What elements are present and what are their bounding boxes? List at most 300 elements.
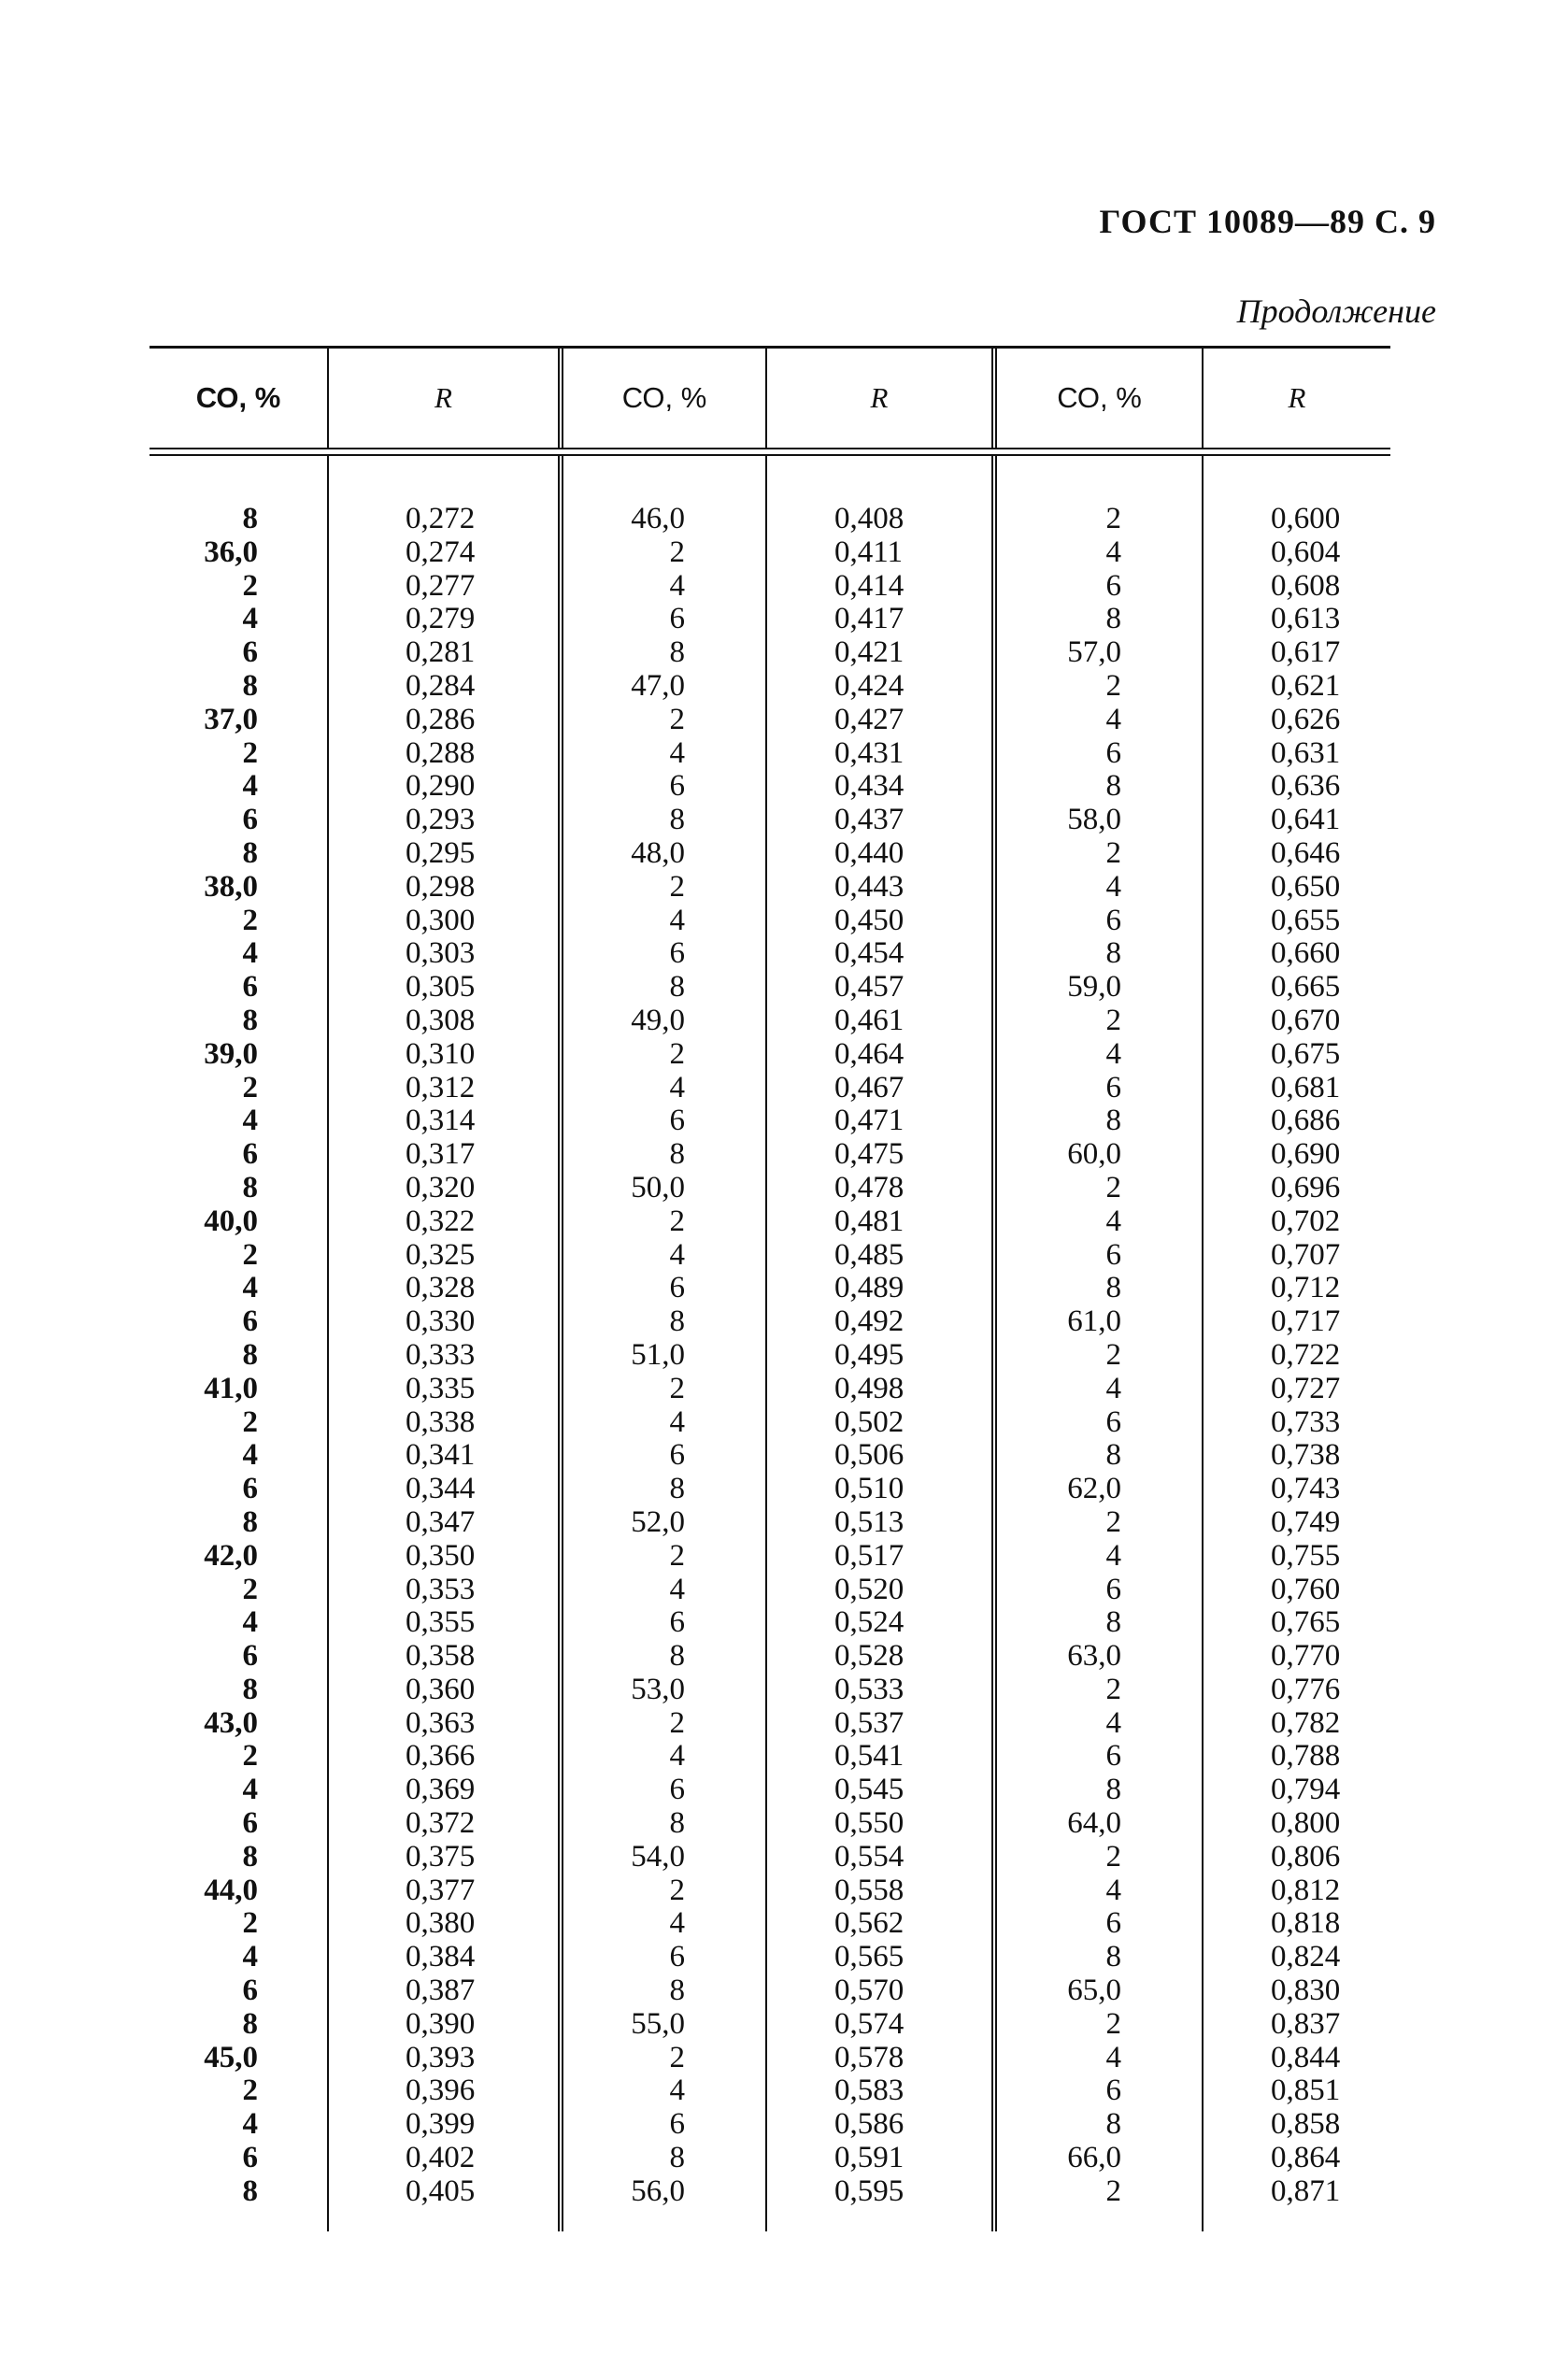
r-value-cell: 0,586 bbox=[834, 2107, 905, 2142]
co-value-cell: 2 bbox=[242, 1739, 258, 1774]
data-table bbox=[150, 346, 1390, 2231]
r-value-cell: 0,434 bbox=[834, 769, 905, 804]
r-value-cell: 0,722 bbox=[1271, 1337, 1341, 1372]
co-value-cell: 8 bbox=[242, 2006, 258, 2041]
r-value-cell: 0,467 bbox=[834, 1070, 905, 1104]
r-value-cell: 0,481 bbox=[834, 1204, 905, 1238]
r-value-cell: 0,782 bbox=[1271, 1705, 1341, 1740]
r-value-cell: 0,604 bbox=[1271, 534, 1341, 569]
co-value-cell: 62,0 bbox=[1067, 1472, 1121, 1506]
r-value-cell: 0,417 bbox=[834, 602, 905, 636]
r-value-cell: 0,328 bbox=[406, 1271, 476, 1305]
co-value-cell: 2 bbox=[1105, 835, 1121, 870]
r-value-cell: 0,760 bbox=[1271, 1572, 1341, 1606]
co-value-cell: 2 bbox=[242, 1572, 258, 1606]
r-value-cell: 0,427 bbox=[834, 702, 905, 736]
co-value-cell: 2 bbox=[1105, 2006, 1121, 2041]
r-value-cell: 0,707 bbox=[1271, 1237, 1341, 1272]
co-value-cell: 8 bbox=[1105, 769, 1121, 804]
r-value-cell: 0,402 bbox=[406, 2141, 476, 2175]
r-value-cell: 0,363 bbox=[406, 1705, 476, 1740]
r-value-cell: 0,570 bbox=[834, 1974, 905, 2008]
co-value-cell: 2 bbox=[669, 1538, 685, 1573]
header-co-3: СО, % bbox=[991, 349, 1202, 448]
page-header: ГОСТ 10089—89 С. 9 bbox=[1099, 203, 1436, 240]
co-value-cell: 49,0 bbox=[631, 1003, 685, 1037]
r-value-cell: 0,421 bbox=[834, 635, 905, 670]
co-value-cell: 8 bbox=[669, 1639, 685, 1674]
r-value-cell: 0,322 bbox=[406, 1204, 476, 1238]
r-value-cell: 0,440 bbox=[834, 835, 905, 870]
r-value-cell: 0,864 bbox=[1271, 2141, 1341, 2175]
co-value-cell: 6 bbox=[1105, 568, 1121, 603]
r-value-cell: 0,533 bbox=[834, 1672, 905, 1706]
co-value-cell: 6 bbox=[669, 1104, 685, 1138]
r-value-cell: 0,871 bbox=[1271, 2173, 1341, 2208]
co-value-cell: 39,0 bbox=[204, 1036, 258, 1071]
co-value-cell: 8 bbox=[1105, 602, 1121, 636]
r-value-cell: 0,341 bbox=[406, 1438, 476, 1473]
co-value-cell: 4 bbox=[242, 1940, 258, 1974]
r-value-cell: 0,411 bbox=[834, 534, 904, 569]
r-value-cell: 0,489 bbox=[834, 1271, 905, 1305]
co-value-cell: 6 bbox=[1105, 903, 1121, 937]
co-value-cell: 48,0 bbox=[631, 835, 685, 870]
co-value-cell: 41,0 bbox=[204, 1371, 258, 1405]
co-value-cell: 4 bbox=[1105, 702, 1121, 736]
co-value-cell: 2 bbox=[1105, 668, 1121, 703]
co-value-cell: 2 bbox=[669, 534, 685, 569]
co-value-cell: 2 bbox=[1105, 1504, 1121, 1539]
r-value-cell: 0,631 bbox=[1271, 735, 1341, 770]
r-value-cell: 0,641 bbox=[1271, 803, 1341, 837]
co-value-cell: 44,0 bbox=[204, 1873, 258, 1907]
co-value-cell: 6 bbox=[242, 1304, 258, 1339]
r-value-cell: 0,344 bbox=[406, 1472, 476, 1506]
r-value-cell: 0,405 bbox=[406, 2173, 476, 2208]
r-value-cell: 0,312 bbox=[406, 1070, 476, 1104]
co-value-cell: 2 bbox=[242, 1237, 258, 1272]
co-value-cell: 8 bbox=[1105, 1940, 1121, 1974]
r-value-cell: 0,702 bbox=[1271, 1204, 1341, 1238]
r-value-cell: 0,325 bbox=[406, 1237, 476, 1272]
header-co-2: СО, % bbox=[558, 349, 765, 448]
r-value-cell: 0,650 bbox=[1271, 869, 1341, 904]
r-value-cell: 0,545 bbox=[834, 1773, 905, 1807]
co-value-cell: 2 bbox=[1105, 1672, 1121, 1706]
co-value-cell: 8 bbox=[669, 1974, 685, 2008]
r-value-cell: 0,743 bbox=[1271, 1472, 1341, 1506]
co-value-cell: 6 bbox=[242, 1639, 258, 1674]
table-header-rule bbox=[150, 448, 1390, 456]
r-value-cell: 0,600 bbox=[1271, 502, 1341, 535]
r-value-cell: 0,851 bbox=[1271, 2074, 1341, 2108]
co-value-cell: 6 bbox=[1105, 1070, 1121, 1104]
co-value-cell: 2 bbox=[1105, 1337, 1121, 1372]
r-value-cell: 0,621 bbox=[1271, 668, 1341, 703]
r-value-cell: 0,595 bbox=[834, 2173, 905, 2208]
co-value-cell: 6 bbox=[242, 1137, 258, 1172]
co-value-cell: 2 bbox=[669, 1036, 685, 1071]
co-value-cell: 6 bbox=[669, 1438, 685, 1473]
co-value-cell: 8 bbox=[669, 635, 685, 670]
co-value-cell: 4 bbox=[1105, 1204, 1121, 1238]
r-value-cell: 0,565 bbox=[834, 1940, 905, 1974]
co-value-cell: 6 bbox=[1105, 2074, 1121, 2108]
co-value-cell: 36,0 bbox=[204, 534, 258, 569]
r-value-cell: 0,396 bbox=[406, 2074, 476, 2108]
header-r-1: R bbox=[327, 349, 558, 448]
r-value-cell: 0,338 bbox=[406, 1404, 476, 1439]
co-value-cell: 6 bbox=[242, 2141, 258, 2175]
co-value-cell: 6 bbox=[1105, 1404, 1121, 1439]
r-value-cell: 0,655 bbox=[1271, 903, 1341, 937]
co-value-cell: 6 bbox=[1105, 735, 1121, 770]
r-value-cell: 0,583 bbox=[834, 2074, 905, 2108]
header-r-2: R bbox=[765, 349, 991, 448]
co-value-cell: 38,0 bbox=[204, 869, 258, 904]
co-value-cell: 6 bbox=[242, 970, 258, 1005]
r-value-cell: 0,800 bbox=[1271, 1806, 1341, 1841]
co-value-cell: 4 bbox=[1105, 1705, 1121, 1740]
r-value-cell: 0,717 bbox=[1271, 1304, 1341, 1339]
co-value-cell: 37,0 bbox=[204, 702, 258, 736]
co-value-cell: 8 bbox=[1105, 1605, 1121, 1640]
co-value-cell: 6 bbox=[1105, 1237, 1121, 1272]
r-value-cell: 0,806 bbox=[1271, 1839, 1341, 1874]
co-value-cell: 8 bbox=[1105, 1773, 1121, 1807]
co-value-cell: 52,0 bbox=[631, 1504, 685, 1539]
r-value-cell: 0,670 bbox=[1271, 1003, 1341, 1037]
co-value-cell: 4 bbox=[669, 2074, 685, 2108]
co-value-cell: 8 bbox=[242, 1003, 258, 1037]
co-value-cell: 8 bbox=[242, 1839, 258, 1874]
co-value-cell: 4 bbox=[242, 1773, 258, 1807]
co-value-cell: 2 bbox=[669, 702, 685, 736]
co-value-cell: 61,0 bbox=[1067, 1304, 1121, 1339]
co-value-cell: 2 bbox=[242, 1906, 258, 1941]
r-value-cell: 0,414 bbox=[834, 568, 905, 603]
co-value-cell: 65,0 bbox=[1067, 1974, 1121, 2008]
r-value-cell: 0,830 bbox=[1271, 1974, 1341, 2008]
r-value-cell: 0,608 bbox=[1271, 568, 1341, 603]
co-value-cell: 4 bbox=[242, 1104, 258, 1138]
co-value-cell: 8 bbox=[242, 835, 258, 870]
r-value-cell: 0,298 bbox=[406, 869, 476, 904]
r-value-cell: 0,738 bbox=[1271, 1438, 1341, 1473]
co-value-cell: 2 bbox=[242, 1404, 258, 1439]
r-value-cell: 0,272 bbox=[406, 502, 476, 535]
co-value-cell: 4 bbox=[242, 1605, 258, 1640]
co-value-cell: 2 bbox=[1105, 1003, 1121, 1037]
co-value-cell: 6 bbox=[669, 2107, 685, 2142]
table-header-row bbox=[150, 349, 1390, 448]
co-value-cell: 8 bbox=[669, 1806, 685, 1841]
r-value-cell: 0,574 bbox=[834, 2006, 905, 2041]
co-value-cell: 47,0 bbox=[631, 668, 685, 703]
co-value-cell: 2 bbox=[242, 903, 258, 937]
r-value-cell: 0,431 bbox=[834, 735, 905, 770]
r-value-cell: 0,300 bbox=[406, 903, 476, 937]
r-value-cell: 0,517 bbox=[834, 1538, 905, 1573]
r-value-cell: 0,776 bbox=[1271, 1672, 1341, 1706]
r-value-cell: 0,818 bbox=[1271, 1906, 1341, 1941]
r-value-cell: 0,537 bbox=[834, 1705, 905, 1740]
co-value-cell: 4 bbox=[242, 1271, 258, 1305]
r-value-cell: 0,360 bbox=[406, 1672, 476, 1706]
r-value-cell: 0,485 bbox=[834, 1237, 905, 1272]
co-value-cell: 4 bbox=[669, 1070, 685, 1104]
co-value-cell: 4 bbox=[669, 903, 685, 937]
r-column-2 bbox=[765, 456, 991, 2231]
r-value-cell: 0,314 bbox=[406, 1104, 476, 1138]
r-value-cell: 0,384 bbox=[406, 1940, 476, 1974]
co-value-cell: 6 bbox=[242, 635, 258, 670]
r-value-cell: 0,377 bbox=[406, 1873, 476, 1907]
r-value-cell: 0,506 bbox=[834, 1438, 905, 1473]
co-value-cell: 6 bbox=[669, 769, 685, 804]
r-value-cell: 0,387 bbox=[406, 1974, 476, 2008]
r-value-cell: 0,303 bbox=[406, 936, 476, 971]
r-value-cell: 0,284 bbox=[406, 668, 476, 703]
r-value-cell: 0,513 bbox=[834, 1504, 905, 1539]
r-value-cell: 0,308 bbox=[406, 1003, 476, 1037]
r-value-cell: 0,681 bbox=[1271, 1070, 1341, 1104]
r-value-cell: 0,320 bbox=[406, 1170, 476, 1204]
co-value-cell: 4 bbox=[669, 1906, 685, 1941]
co-value-cell: 2 bbox=[1105, 502, 1121, 535]
co-value-cell: 8 bbox=[1105, 1104, 1121, 1138]
r-value-cell: 0,837 bbox=[1271, 2006, 1341, 2041]
r-value-cell: 0,372 bbox=[406, 1806, 476, 1841]
r-value-cell: 0,591 bbox=[834, 2141, 905, 2175]
r-value-cell: 0,290 bbox=[406, 769, 476, 804]
r-value-cell: 0,333 bbox=[406, 1337, 476, 1372]
co-value-cell: 4 bbox=[669, 1739, 685, 1774]
co-value-cell: 8 bbox=[1105, 1438, 1121, 1473]
r-value-cell: 0,464 bbox=[834, 1036, 905, 1071]
co-value-cell: 43,0 bbox=[204, 1705, 258, 1740]
r-value-cell: 0,812 bbox=[1271, 1873, 1341, 1907]
co-value-cell: 6 bbox=[242, 1472, 258, 1506]
co-value-cell: 6 bbox=[669, 936, 685, 971]
r-value-cell: 0,457 bbox=[834, 970, 905, 1005]
co-value-cell: 4 bbox=[1105, 1538, 1121, 1573]
co-value-cell: 6 bbox=[669, 1773, 685, 1807]
r-value-cell: 0,617 bbox=[1271, 635, 1341, 670]
r-value-cell: 0,510 bbox=[834, 1472, 905, 1506]
r-value-cell: 0,393 bbox=[406, 2040, 476, 2074]
r-value-cell: 0,696 bbox=[1271, 1170, 1341, 1204]
r-value-cell: 0,636 bbox=[1271, 769, 1341, 804]
co-value-cell: 45,0 bbox=[204, 2040, 258, 2074]
header-co-1: СО, % bbox=[195, 381, 281, 414]
co-value-cell: 6 bbox=[1105, 1739, 1121, 1774]
r-value-cell: 0,844 bbox=[1271, 2040, 1341, 2074]
co-value-cell: 2 bbox=[669, 1873, 685, 1907]
co-value-cell: 4 bbox=[242, 769, 258, 804]
r-value-cell: 0,498 bbox=[834, 1371, 905, 1405]
r-value-cell: 0,454 bbox=[834, 936, 905, 971]
co-value-cell: 8 bbox=[242, 668, 258, 703]
r-value-cell: 0,471 bbox=[834, 1104, 905, 1138]
co-value-cell: 2 bbox=[1105, 1839, 1121, 1874]
r-value-cell: 0,335 bbox=[406, 1371, 476, 1405]
co-column-3 bbox=[991, 456, 1202, 2231]
r-value-cell: 0,626 bbox=[1271, 702, 1341, 736]
r-column-3 bbox=[1202, 456, 1390, 2231]
co-value-cell: 4 bbox=[669, 735, 685, 770]
r-value-cell: 0,279 bbox=[406, 602, 476, 636]
co-value-cell: 6 bbox=[669, 1940, 685, 1974]
r-value-cell: 0,295 bbox=[406, 835, 476, 870]
header-r-3: R bbox=[1202, 349, 1390, 448]
r-value-cell: 0,613 bbox=[1271, 602, 1341, 636]
co-value-cell: 2 bbox=[242, 735, 258, 770]
co-value-cell: 6 bbox=[1105, 1572, 1121, 1606]
co-value-cell: 2 bbox=[669, 869, 685, 904]
co-value-cell: 4 bbox=[242, 936, 258, 971]
r-value-cell: 0,305 bbox=[406, 970, 476, 1005]
r-value-cell: 0,502 bbox=[834, 1404, 905, 1439]
co-value-cell: 4 bbox=[669, 1404, 685, 1439]
r-column-1 bbox=[327, 456, 558, 2231]
co-value-cell: 50,0 bbox=[631, 1170, 685, 1204]
r-value-cell: 0,358 bbox=[406, 1639, 476, 1674]
r-value-cell: 0,550 bbox=[834, 1806, 905, 1841]
co-value-cell: 6 bbox=[669, 602, 685, 636]
r-value-cell: 0,390 bbox=[406, 2006, 476, 2041]
co-value-cell: 8 bbox=[242, 1504, 258, 1539]
r-value-cell: 0,660 bbox=[1271, 936, 1341, 971]
co-value-cell: 6 bbox=[242, 803, 258, 837]
r-value-cell: 0,558 bbox=[834, 1873, 905, 1907]
r-value-cell: 0,281 bbox=[406, 635, 476, 670]
co-value-cell: 2 bbox=[242, 1070, 258, 1104]
r-value-cell: 0,475 bbox=[834, 1137, 905, 1172]
co-value-cell: 42,0 bbox=[204, 1538, 258, 1573]
r-value-cell: 0,824 bbox=[1271, 1940, 1341, 1974]
r-value-cell: 0,541 bbox=[834, 1739, 905, 1774]
co-value-cell: 8 bbox=[242, 2173, 258, 2208]
co-value-cell: 8 bbox=[1105, 2107, 1121, 2142]
r-value-cell: 0,727 bbox=[1271, 1371, 1341, 1405]
r-value-cell: 0,495 bbox=[834, 1337, 905, 1372]
co-value-cell: 59,0 bbox=[1067, 970, 1121, 1005]
r-value-cell: 0,712 bbox=[1271, 1271, 1341, 1305]
continuation-label: Продолжение bbox=[1236, 292, 1436, 330]
co-value-cell: 4 bbox=[1105, 1873, 1121, 1907]
co-value-cell: 8 bbox=[1105, 936, 1121, 971]
co-value-cell: 56,0 bbox=[631, 2173, 685, 2208]
co-value-cell: 4 bbox=[242, 602, 258, 636]
r-value-cell: 0,366 bbox=[406, 1739, 476, 1774]
co-value-cell: 40,0 bbox=[204, 1204, 258, 1238]
co-value-cell: 58,0 bbox=[1067, 803, 1121, 837]
co-value-cell: 4 bbox=[669, 1237, 685, 1272]
co-value-cell: 8 bbox=[242, 502, 258, 535]
co-value-cell: 8 bbox=[669, 803, 685, 837]
r-value-cell: 0,317 bbox=[406, 1137, 476, 1172]
co-value-cell: 2 bbox=[669, 1705, 685, 1740]
r-value-cell: 0,665 bbox=[1271, 970, 1341, 1005]
co-value-cell: 8 bbox=[669, 1304, 685, 1339]
r-value-cell: 0,399 bbox=[406, 2107, 476, 2142]
co-value-cell: 60,0 bbox=[1067, 1137, 1121, 1172]
r-value-cell: 0,646 bbox=[1271, 835, 1341, 870]
co-value-cell: 6 bbox=[242, 1974, 258, 2008]
r-value-cell: 0,461 bbox=[834, 1003, 905, 1037]
r-value-cell: 0,755 bbox=[1271, 1538, 1341, 1573]
r-value-cell: 0,858 bbox=[1271, 2107, 1341, 2142]
co-value-cell: 2 bbox=[669, 1371, 685, 1405]
co-value-cell: 54,0 bbox=[631, 1839, 685, 1874]
r-value-cell: 0,562 bbox=[834, 1906, 905, 1941]
r-value-cell: 0,293 bbox=[406, 803, 476, 837]
co-value-cell: 8 bbox=[242, 1672, 258, 1706]
co-value-cell: 2 bbox=[669, 2040, 685, 2074]
co-value-cell: 4 bbox=[669, 1572, 685, 1606]
co-value-cell: 55,0 bbox=[631, 2006, 685, 2041]
co-value-cell: 4 bbox=[1105, 2040, 1121, 2074]
co-value-cell: 6 bbox=[1105, 1906, 1121, 1941]
r-value-cell: 0,478 bbox=[834, 1170, 905, 1204]
co-value-cell: 4 bbox=[242, 2107, 258, 2142]
r-value-cell: 0,288 bbox=[406, 735, 476, 770]
r-value-cell: 0,733 bbox=[1271, 1404, 1341, 1439]
co-value-cell: 8 bbox=[669, 970, 685, 1005]
r-value-cell: 0,520 bbox=[834, 1572, 905, 1606]
r-value-cell: 0,350 bbox=[406, 1538, 476, 1573]
r-value-cell: 0,355 bbox=[406, 1605, 476, 1640]
r-value-cell: 0,524 bbox=[834, 1605, 905, 1640]
r-value-cell: 0,765 bbox=[1271, 1605, 1341, 1640]
co-value-cell: 51,0 bbox=[631, 1337, 685, 1372]
r-value-cell: 0,330 bbox=[406, 1304, 476, 1339]
r-value-cell: 0,690 bbox=[1271, 1137, 1341, 1172]
co-value-cell: 2 bbox=[669, 1204, 685, 1238]
co-value-cell: 8 bbox=[242, 1337, 258, 1372]
r-value-cell: 0,492 bbox=[834, 1304, 905, 1339]
co-value-cell: 66,0 bbox=[1067, 2141, 1121, 2175]
r-value-cell: 0,450 bbox=[834, 903, 905, 937]
co-value-cell: 8 bbox=[669, 1472, 685, 1506]
co-value-cell: 2 bbox=[1105, 1170, 1121, 1204]
co-value-cell: 53,0 bbox=[631, 1672, 685, 1706]
r-value-cell: 0,437 bbox=[834, 803, 905, 837]
co-value-cell: 6 bbox=[669, 1605, 685, 1640]
r-value-cell: 0,347 bbox=[406, 1504, 476, 1539]
r-value-cell: 0,310 bbox=[406, 1036, 476, 1071]
r-value-cell: 0,528 bbox=[834, 1639, 905, 1674]
r-value-cell: 0,369 bbox=[406, 1773, 476, 1807]
co-value-cell: 8 bbox=[242, 1170, 258, 1204]
co-value-cell: 4 bbox=[1105, 1371, 1121, 1405]
r-value-cell: 0,277 bbox=[406, 568, 476, 603]
co-value-cell: 4 bbox=[1105, 1036, 1121, 1071]
co-value-cell: 63,0 bbox=[1067, 1639, 1121, 1674]
co-value-cell: 4 bbox=[669, 568, 685, 603]
co-value-cell: 6 bbox=[242, 1806, 258, 1841]
co-value-cell: 2 bbox=[242, 568, 258, 603]
r-value-cell: 0,578 bbox=[834, 2040, 905, 2074]
co-value-cell: 2 bbox=[242, 2074, 258, 2108]
co-value-cell: 8 bbox=[669, 2141, 685, 2175]
r-value-cell: 0,686 bbox=[1271, 1104, 1341, 1138]
r-value-cell: 0,554 bbox=[834, 1839, 905, 1874]
r-value-cell: 0,424 bbox=[834, 668, 905, 703]
co-value-cell: 6 bbox=[669, 1271, 685, 1305]
